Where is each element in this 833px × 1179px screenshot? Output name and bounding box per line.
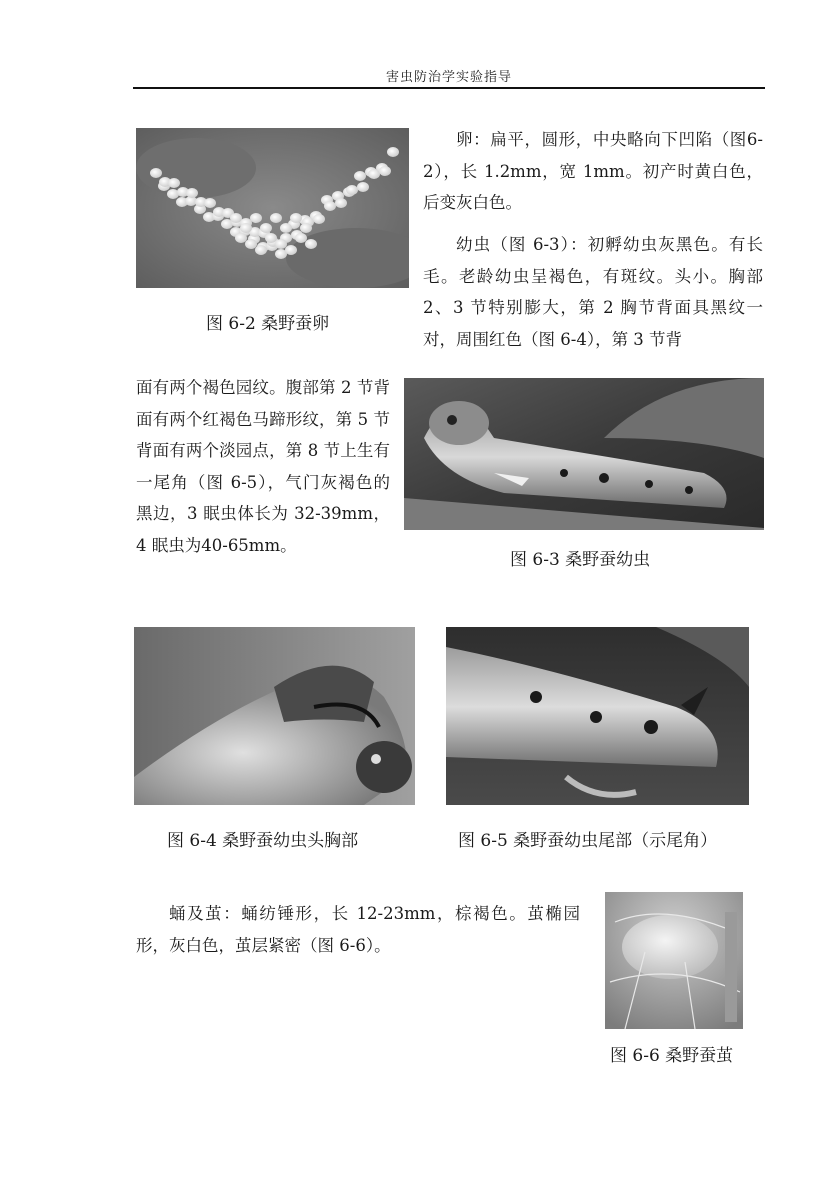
egg-photo [136, 128, 409, 288]
larva-description-a: 幼虫（图 6-3）：初孵幼虫灰黑色。有长毛。老龄幼虫呈褐色，有斑纹。头小。胸部 2、3 节特别膨大，第 2 胸节背面具黑纹一对，周围红色（图 6-4），第 3 节背 [423, 235, 763, 349]
egg [280, 223, 292, 233]
egg-description: 卵：扁平，圆形，中央略向下凹陷（图6-2），长 1.2mm，宽 1mm。初产时黄白色，后变灰白色。 [423, 130, 763, 212]
egg [305, 239, 317, 249]
larva-head-photo [134, 627, 415, 805]
figure-6-3-caption: 图 6-3 桑野蚕幼虫 [510, 550, 651, 570]
egg [354, 171, 366, 181]
egg [245, 239, 257, 249]
larva-photo [404, 378, 764, 530]
egg [300, 223, 312, 233]
egg [168, 178, 180, 188]
egg [260, 223, 272, 233]
egg [290, 213, 302, 223]
egg [204, 198, 216, 208]
egg [346, 185, 358, 195]
cocoon-photo [605, 892, 743, 1029]
egg [250, 213, 262, 223]
pupa-description: 蛹及茧：蛹纺锤形，长 12-23mm，棕褐色。茧椭园形，灰白色，茧层紧密（图 6-6）。 [136, 904, 580, 955]
egg [275, 239, 287, 249]
egg [265, 233, 277, 243]
figure-6-2-caption: 图 6-2 桑野蚕卵 [206, 314, 330, 334]
egg [255, 245, 267, 255]
egg [186, 188, 198, 198]
egg [240, 223, 252, 233]
egg [235, 233, 247, 243]
egg [357, 182, 369, 192]
egg [285, 245, 297, 255]
larva-description-b: 面有两个褐色园纹。腹部第 2 节背面有两个红褐色马蹄形纹，第 5 节背面有两个淡园点，第 8 节上生有一尾角（图 6-5），气门灰褐色的黑边，3 眠虫体长为 32-39mm，4 眠虫为40-65mm。 [136, 378, 390, 555]
larva-tail-photo [446, 627, 749, 805]
figure-6-4-caption: 图 6-4 桑野蚕幼虫头胸部 [167, 831, 359, 851]
egg [387, 147, 399, 157]
egg [313, 214, 325, 224]
egg [335, 198, 347, 208]
egg [230, 213, 242, 223]
egg [167, 189, 179, 199]
figure-6-6-caption: 图 6-6 桑野蚕茧 [610, 1046, 734, 1066]
egg [379, 166, 391, 176]
egg [324, 201, 336, 211]
header-rule [133, 87, 765, 89]
egg [150, 168, 162, 178]
egg [295, 233, 307, 243]
egg [270, 213, 282, 223]
figure-6-5-caption: 图 6-5 桑野蚕幼虫尾部（示尾角） [458, 831, 718, 851]
page-header: 害虫防治学实验指导 [385, 70, 512, 85]
